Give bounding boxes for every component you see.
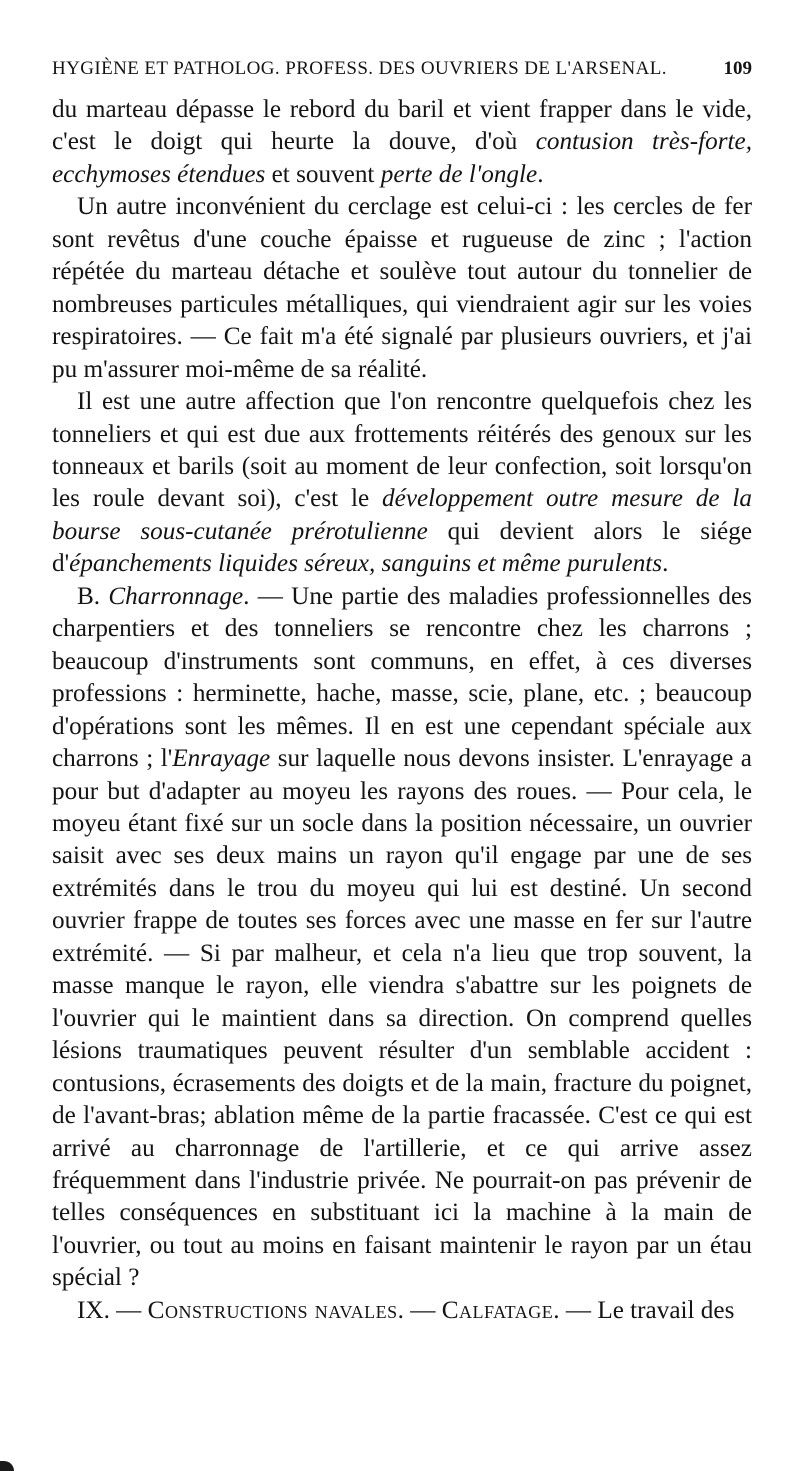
italic-emphasis: perte de l'ongle [380, 160, 538, 188]
text-run: . [662, 550, 669, 578]
paragraph-zinc [52, 191, 752, 386]
text-run: Il est une autre affection que l'on rencontre quelquefois chez les tonneliers et qui est due aux frottements réitérés des genoux sur les tonneaux et barils (soit au moment de leur confection, soit lorsqu'on les roule devant soi), c'est le [52, 388, 752, 513]
text-run: et souvent [265, 160, 381, 188]
paragraph-section-ix [52, 1295, 752, 1327]
text-run: . — Une partie des maladies professionnelles des charpentiers et des tonneliers se rencontre chez les charrons ; beaucoup d'instruments sont communs, en effet, à ces diverses professions : herminette, hache, masse, scie, plane, etc. ; beaucoup d'opérations sont les mêmes. Il en est une cependant spéciale aux charrons ; l' [52, 582, 752, 773]
book-page [52, 58, 752, 1327]
scan-edge-mark [0, 1461, 14, 1471]
section-heading: Constructions navales [147, 1296, 398, 1324]
text-run: sur laquelle nous devons insister. L'enrayage a pour but d'adapter au moyeu les rayons des roues. — Pour cela, le moyeu étant fixé sur un socle dans la position nécessaire, un ouvrier saisit avec ses deux mains un rayon qu'il engage par une de ses extrémités dans le trou du moyeu qui lui est destiné. Un second ouvrier frappe de toutes ses forces avec une masse en fer sur l'autre extrémité. — Si par malheur, et cela n'a lieu que trop souvent, la masse manque le rayon, elle viendra s'abattre sur les poignets de l'ouvrier qui le maintient dans sa direction. On comprend quelles lésions traumatiques peuvent résulter d'un semblable accident : contusions, écrasements des doigts et de la main, fracture du poignet, de l'avant-bras; ablation même de la partie fracassée. C'est ce qui est arrivé au charronnage de l'artillerie, et ce qui arrive assez fréquemment dans l'industrie privée. Ne pourrait-on pas prévenir de telles conséquences en substituant ici la machine à la main de l'ouvrier, ou tout au moins en faisant maintenir le rayon par un étau spécial ? [52, 745, 752, 1292]
section-title: Charronnage [108, 582, 244, 610]
subsection-heading: Calfatage [441, 1296, 554, 1324]
running-title: HYGIÈNE ET PATHOLOG. PROFESS. DES OUVRIERS DE L'ARSENAL. [52, 58, 667, 79]
paragraph-1-continued [52, 94, 752, 191]
italic-emphasis: épanchements liquides séreux, sanguins et même purulents [69, 550, 663, 578]
text-run: Un autre inconvénient du cerclage est celui-ci : les cercles de fer sont revêtus d'une couche épaisse et rugueuse de zinc ; l'action répétée du marteau détache et soulève tout autour du tonnelier de nombreuses particules métalliques, qui viendraient agir sur les voies respiratoires. — Ce fait m'a été signalé par plusieurs ouvriers, et j'ai pu m'assurer moi-même de sa réalité. [52, 193, 752, 383]
body-text [52, 94, 752, 1327]
paragraph-charronnage [52, 581, 752, 1295]
text-run: . — Le travail des [553, 1296, 735, 1324]
running-header [52, 58, 752, 88]
page-number: 109 [723, 58, 752, 79]
paragraph-bursa [52, 386, 752, 581]
italic-emphasis: développement outre mesure de la bourse sous-cutanée prérotulienne [52, 485, 752, 545]
text-run: qui devient alors le siége d' [52, 517, 753, 578]
italic-emphasis: contusion très-forte, ecchymoses étendues [52, 128, 752, 188]
text-run: . [537, 160, 544, 188]
section-letter: B. [77, 582, 109, 610]
italic-emphasis: Enrayage [172, 745, 271, 773]
text-run: du marteau dépasse le rebord du baril et vient frapper dans le vide, c'est le doigt qui heurte la douve, d'où [52, 96, 752, 156]
section-number: IX. — [77, 1296, 148, 1324]
text-run: . — [397, 1296, 442, 1324]
